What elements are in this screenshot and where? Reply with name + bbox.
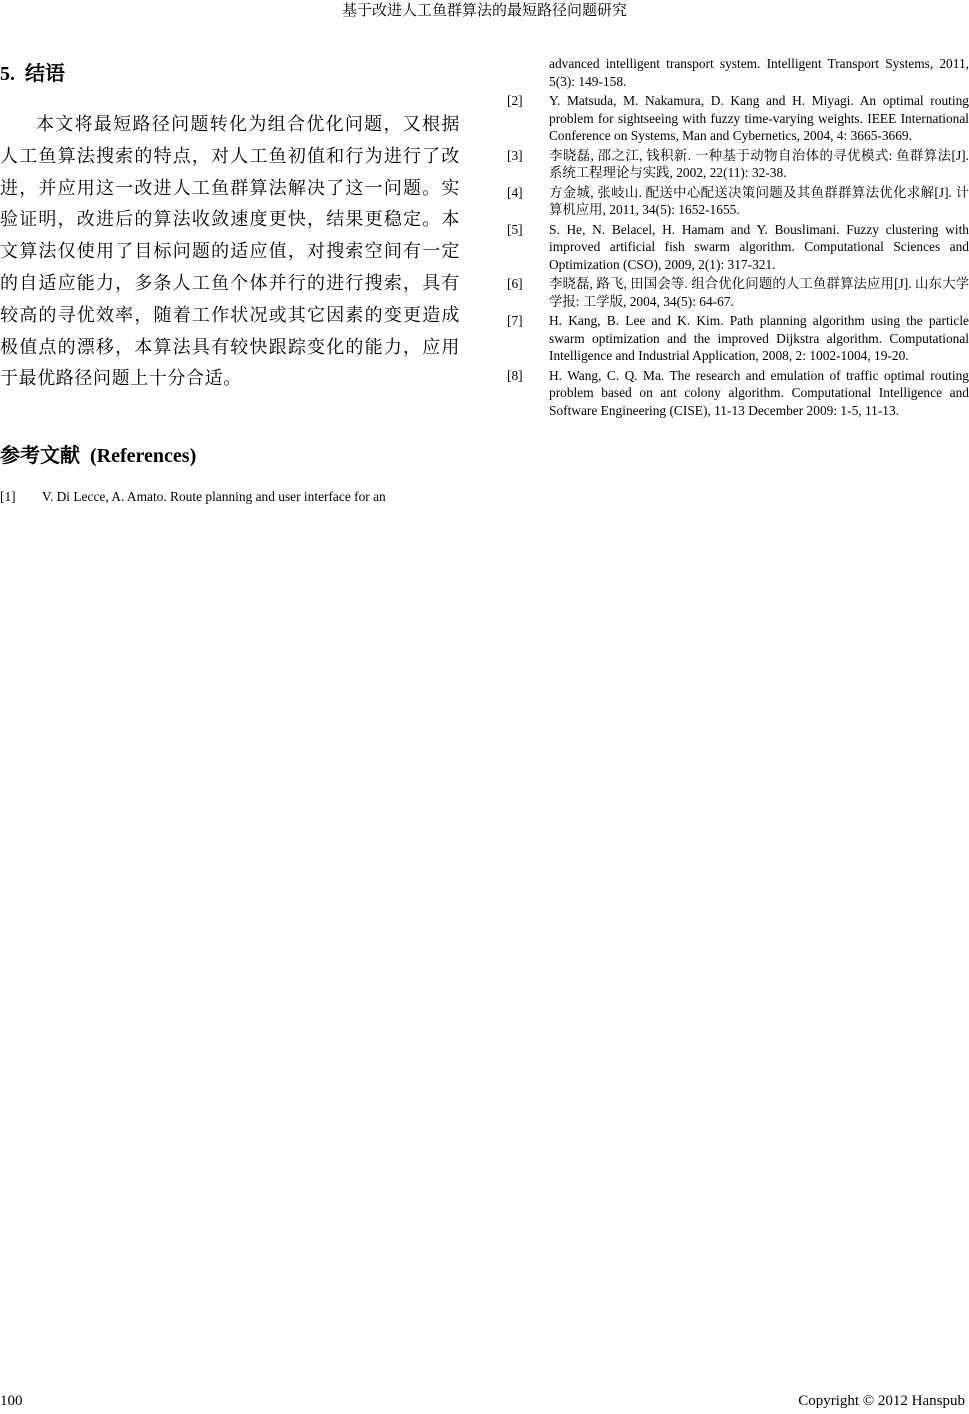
reference-text: V. Di Lecce, A. Amato. Route planning and user interface for an [42,489,386,504]
reference-item [507,312,969,365]
running-head: 基于改进人工鱼群算法的最短路径问题研究 [341,3,627,19]
left-column [0,58,460,504]
reference-tag: [2] [507,93,523,108]
right-column [507,55,969,421]
reference-text: S. He, N. Belacel, H. Hamam and Y. Bouslimani. Fuzzy clustering with improved artificial fish swarm algorithm. Computational Sciences and Optimization (CSO), 2009, 2(1): 317-321. [549,221,969,272]
reference-item [507,92,969,145]
section-title: 结语 [25,61,65,85]
copyright-notice: Copyright © 2012 Hanspub [798,1393,965,1409]
reference-text: 李晓磊, 路飞, 田国会等. 组合优化问题的人工鱼群算法应用[J]. 山东大学学报: 工学版, 2004, 34(5): 64-67. [549,276,969,309]
reference-list [507,92,969,419]
reference-text: Y. Matsuda, M. Nakamura, D. Kang and H. Miyagi. An optimal routing problem for sightseeing with fuzzy time-varying weights. IEEE International Conference on Systems, Man and Cybernetics, 2004, 4: 3665-3669. [549,93,969,143]
reference-tag: [8] [507,367,523,383]
reference-item [507,367,969,420]
reference-tag: [3] [507,147,523,163]
conclusion-paragraph: 本文将最短路径问题转化为组合优化问题，又根据人工鱼算法搜索的特点，对人工鱼初值和行为进行了改进，并应用这一改进人工鱼群算法解决了这一问题。实验证明，改进后的算法收敛速度更快，结果更稳定。本文算法仅使用了目标问题的适应值，对搜索空间有一定的自适应能力，多条人工鱼个体并行的进行搜索，具有较高的寻优效率，随着工作状况或其它因素的变更造成极值点的漂移，本算法具有较快跟踪变化的能力，应用于最优路径问题上十分合适。 [0,114,460,389]
reference-item [507,221,969,274]
reference-text: advanced intelligent transport system. Intelligent Transport Systems, 2011, 5(3): 149-158. [549,56,969,89]
reference-item [507,147,969,182]
section-heading [0,58,460,89]
reference-text: 方金城, 张岐山. 配送中心配送决策问题及其鱼群群算法优化求解[J]. 计算机应用, 2011, 34(5): 1652-1655. [549,184,969,217]
reference-tag: [7] [507,313,523,328]
references-title-cn: 参考文献 [0,443,80,467]
references-heading [0,440,196,471]
reference-tag: [6] [507,276,523,291]
page-number: 100 [0,1393,23,1409]
reference-item [507,184,969,219]
references-title-en: (References) [90,445,197,467]
reference-tag: [5] [507,221,523,237]
reference-continuation [507,55,969,90]
reference-text: 李晓磊, 邵之江, 钱积新. 一种基于动物自治体的寻优模式: 鱼群算法[J]. 系统工程理论与实践, 2002, 22(11): 32-38. [549,147,969,180]
reference-tag: [1] [0,489,16,504]
reference-tag: [4] [507,184,523,200]
reference-item [0,488,460,506]
reference-text: H. Kang, B. Lee and K. Kim. Path planning algorithm using the particle swarm optimization and the improved Dijkstra algorithm. Computational Intelligence and Industrial Application, 2008, 2: 1002-1004, 19-20. [549,313,969,363]
reference-item [507,275,969,310]
section-number: 5. [0,63,15,85]
reference-text: H. Wang, C. Q. Ma. The research and emulation of traffic optimal routing problem based on ant colony algorithm. Computational Intelligence and Software Engineering (CISE), 11-13 December 2009: 1-5, 11-13. [549,367,969,418]
